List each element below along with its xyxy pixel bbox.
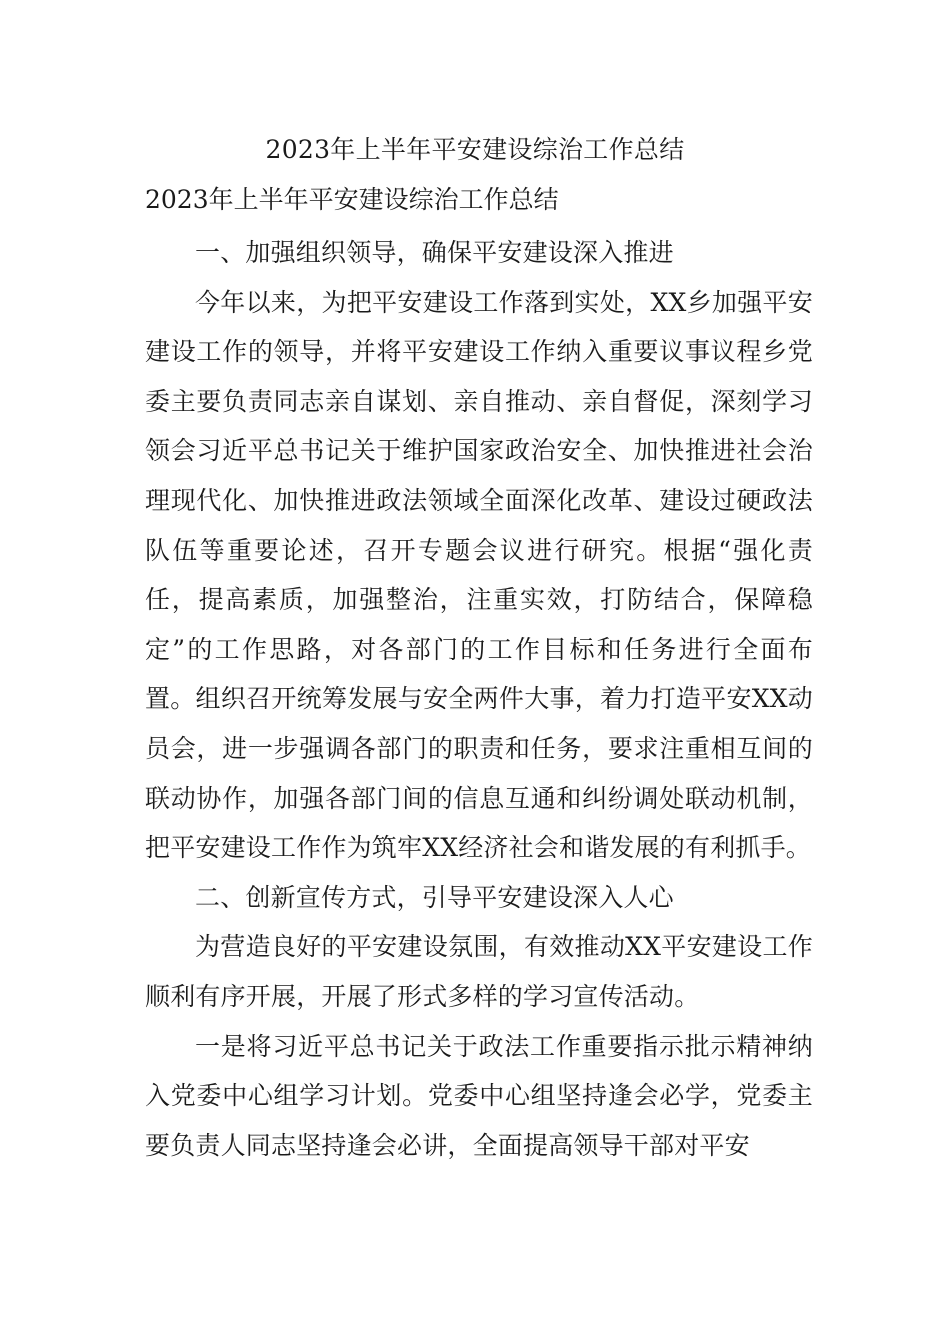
document-subtitle: 2023年上半年平安建设综治工作总结 [145, 185, 559, 214]
section-heading-1: 一、加强组织领导，确保平安建设深入推进 [195, 238, 674, 267]
paragraph: 为营造良好的平安建设氛围，有效推动XX平安建设工作顺利有序开展，开展了形式多样的学习宣传活动。 [145, 932, 813, 1011]
section-heading-2: 二、创新宣传方式，引导平安建设深入人心 [195, 882, 674, 912]
paragraph: 今年以来，为把平安建设工作落到实处，XX乡加强平安建设工作的领导，并将平安建设工作纳入重要议事议程乡党委主要负责同志亲自谋划、亲自推动、亲自督促，深刻学习领会习近平总书记关于维护国家政治安全、加快推进社会治理现代化、加快推进政法领域全面深化改革、建设过硬政法队伍等重要论述，召开专题会议进行研究。根据“强化责任，提高素质，加强整治，注重实效，打防结合，保障稳定”的工作思路，对各部门的工作目标和任务进行全面布置。组织召开统筹发展与安全两件大事，着力打造平安XX动员会，进一步强调各部门的职责和任务，要求注重相互间的联动协作，加强各部门间的信息互通和纠纷调处联动机制，把平安建设工作作为筑牢XX经济社会和谐发展的有利抓手。 [145, 287, 813, 863]
paragraph: 一是将习近平总书记关于政法工作重要指示批示精神纳入党委中心组学习计划。党委中心组坚持逢会必学，党委主要负责人同志坚持逢会必讲，全面提高领导干部对平安 [145, 1031, 813, 1160]
document-title: 2023年上半年平安建设综治工作总结 [265, 135, 685, 164]
document-body [145, 228, 813, 1170]
